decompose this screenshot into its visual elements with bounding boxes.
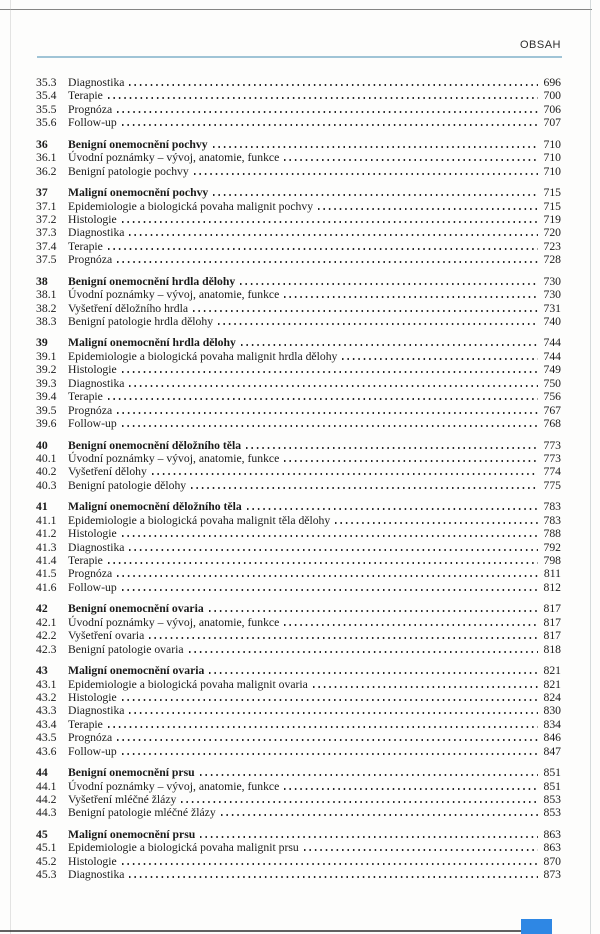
entry-number: 37.5 (36, 253, 57, 267)
entry-title: Follow-up (68, 116, 117, 130)
entry-number: 39.4 (36, 390, 57, 404)
entry-number: 39.2 (36, 363, 57, 377)
dotted-leader (106, 391, 538, 400)
entry-title: Diagnostika (68, 704, 125, 718)
toc-row (36, 103, 561, 116)
dotted-leader (115, 405, 538, 414)
toc-row (36, 213, 561, 226)
toc-row (36, 253, 561, 266)
entry-title: Epidemiologie a biologická povaha malignit ovaria (68, 677, 308, 691)
entry-title: Epidemiologie a biologická povaha malignit pochvy (68, 199, 314, 213)
toc-row (36, 138, 561, 151)
entry-page: 851 (543, 766, 561, 780)
entry-title: Epidemiologie a biologická povaha malignit prsu (68, 841, 299, 855)
entry-title: Prognóza (68, 102, 113, 116)
dotted-leader (211, 139, 538, 148)
toc-row (36, 514, 561, 527)
entry-number: 38.3 (36, 315, 57, 328)
dotted-leader (120, 418, 538, 427)
entry-number: 39.6 (36, 417, 57, 431)
entry-page: 818 (543, 642, 561, 656)
entry-page: 710 (543, 151, 561, 165)
entry-page: 756 (543, 390, 561, 404)
entry-title: Epidemiologie a biologická povaha malignit hrdla dělohy (68, 349, 338, 363)
toc-group (36, 76, 561, 130)
toc-row (36, 315, 561, 328)
entry-number: 45.1 (36, 841, 57, 855)
entry-number: 37.3 (36, 226, 57, 240)
dotted-leader (127, 77, 538, 86)
entry-number: 38.2 (36, 301, 57, 315)
entry-page: 873 (543, 868, 561, 882)
dotted-leader (120, 746, 538, 755)
entry-number: 38 (36, 274, 48, 288)
toc (36, 76, 561, 882)
entry-number: 35.3 (36, 76, 57, 89)
entry-page: 740 (543, 315, 561, 328)
toc-group (36, 664, 561, 758)
dotted-leader (207, 665, 538, 674)
toc-row (36, 363, 561, 376)
dotted-leader (282, 781, 538, 790)
dotted-leader (127, 542, 538, 551)
entry-title: Histologie (68, 854, 117, 868)
entry-title: Histologie (68, 527, 117, 541)
entry-number: 45.2 (36, 854, 57, 868)
entry-title: Maligní onemocnění děložního těla (68, 500, 242, 514)
dotted-leader (120, 364, 538, 373)
entry-page: 707 (543, 116, 561, 130)
dotted-leader (216, 316, 538, 325)
dotted-leader (127, 869, 538, 878)
dotted-leader (127, 227, 538, 236)
entry-number: 39.5 (36, 403, 57, 417)
entry-page: 744 (543, 349, 561, 363)
entry-page: 846 (543, 731, 561, 745)
dotted-leader (120, 582, 538, 591)
toc-row (36, 554, 561, 567)
entry-page: 792 (543, 540, 561, 554)
toc-row (36, 186, 561, 199)
entry-page: 719 (543, 212, 561, 226)
dotted-leader (282, 152, 538, 161)
toc-group (36, 500, 561, 594)
dotted-leader (106, 241, 538, 250)
entry-number: 40.1 (36, 451, 57, 465)
entry-title: Vyšetření děložního hrdla (68, 301, 189, 315)
dotted-leader (239, 337, 538, 346)
toc-row (36, 417, 561, 430)
dotted-leader (147, 630, 538, 639)
entry-title: Prognóza (68, 403, 113, 417)
toc-row (36, 479, 561, 492)
entry-number: 43.4 (36, 717, 57, 731)
entry-title: Úvodní poznámky – vývoj, anatomie, funkce (68, 151, 280, 165)
entry-title: Úvodní poznámky – vývoj, anatomie, funkce (68, 615, 280, 629)
dotted-leader (302, 842, 538, 851)
toc-row (36, 76, 561, 89)
entry-number: 43.2 (36, 690, 57, 704)
entry-number: 35.6 (36, 116, 57, 130)
toc-group (36, 138, 561, 178)
entry-page: 773 (543, 438, 561, 452)
entry-page: 768 (543, 417, 561, 431)
entry-title: Maligní onemocnění ovaria (68, 664, 205, 678)
entry-title: Follow-up (68, 744, 117, 758)
entry-title: Benigní patologie mléčné žlázy (68, 806, 216, 820)
entry-number: 42 (36, 602, 48, 616)
entry-title: Benigní patologie ovaria (68, 642, 184, 656)
toc-row (36, 275, 561, 288)
dotted-leader (282, 617, 538, 626)
dotted-leader (192, 166, 538, 175)
entry-number: 45.3 (36, 868, 57, 882)
entry-page: 812 (543, 580, 561, 594)
dotted-leader (207, 603, 538, 612)
entry-title: Úvodní poznámky – vývoj, anatomie, funkce (68, 451, 280, 465)
entry-title: Benigní patologie dělohy (68, 478, 187, 492)
toc-row (36, 855, 561, 868)
entry-page: 863 (543, 827, 561, 841)
scan-edge-top (0, 9, 592, 10)
toc-row (36, 165, 561, 178)
entry-page: 696 (543, 76, 561, 89)
toc-row (36, 691, 561, 704)
entry-number: 43.5 (36, 731, 57, 745)
entry-title: Terapie (68, 717, 103, 731)
entry-title: Follow-up (68, 580, 117, 594)
entry-number: 40.2 (36, 465, 57, 479)
toc-row (36, 541, 561, 554)
entry-page: 773 (543, 451, 561, 465)
toc-row (36, 439, 561, 452)
entry-title: Vyšetření ovaria (68, 629, 145, 643)
entry-title: Benigní patologie pochvy (68, 164, 189, 178)
entry-page: 767 (543, 403, 561, 417)
entry-title: Prognóza (68, 731, 113, 745)
toc-row (36, 226, 561, 239)
entry-page: 744 (543, 336, 561, 350)
dotted-leader (150, 466, 538, 475)
entry-title: Benigní patologie hrdla dělohy (68, 315, 214, 328)
entry-page: 830 (543, 704, 561, 718)
entry-title: Terapie (68, 390, 103, 404)
entry-number: 41.6 (36, 580, 57, 594)
entry-number: 41.1 (36, 513, 57, 527)
entry-number: 37.4 (36, 239, 57, 253)
toc-row (36, 151, 561, 164)
toc-row (36, 806, 561, 819)
entry-page: 798 (543, 554, 561, 567)
entry-page: 723 (543, 239, 561, 253)
dotted-leader (179, 794, 538, 803)
entry-number: 43.1 (36, 677, 57, 691)
entry-number: 41.5 (36, 567, 57, 581)
entry-page: 730 (543, 288, 561, 302)
entry-title: Terapie (68, 89, 103, 103)
entry-title: Úvodní poznámky – vývoj, anatomie, funkce (68, 288, 280, 302)
entry-page: 749 (543, 363, 561, 377)
entry-number: 42.3 (36, 642, 57, 656)
scan-edge-right (590, 0, 591, 934)
dotted-leader (311, 679, 538, 688)
entry-title: Benigní onemocnění děložního těla (68, 438, 242, 452)
entry-page: 715 (543, 199, 561, 213)
toc-row (36, 377, 561, 390)
toc-row (36, 793, 561, 806)
toc-row (36, 116, 561, 129)
entry-title: Benigní onemocnění pochvy (68, 137, 208, 151)
toc-row (36, 302, 561, 315)
toc-row (36, 704, 561, 717)
dotted-leader (127, 705, 538, 714)
dotted-leader (238, 276, 538, 285)
entry-title: Diagnostika (68, 76, 125, 89)
dotted-leader (115, 568, 538, 577)
entry-number: 43 (36, 664, 48, 678)
dotted-leader (282, 453, 538, 462)
dotted-leader (120, 692, 538, 701)
entry-number: 43.3 (36, 704, 57, 718)
entry-title: Terapie (68, 554, 103, 567)
toc-row (36, 780, 561, 793)
toc-row (36, 868, 561, 881)
entry-page: 728 (543, 253, 561, 267)
entry-page: 821 (543, 677, 561, 691)
entry-number: 36.2 (36, 164, 57, 178)
entry-page: 853 (543, 793, 561, 806)
dotted-leader (187, 644, 538, 653)
page-corner-accent (521, 919, 552, 934)
entry-page: 847 (543, 744, 561, 758)
entry-title: Terapie (68, 239, 103, 253)
dotted-leader (211, 187, 538, 196)
entry-page: 731 (543, 301, 561, 315)
entry-title: Maligní onemocnění hrdla dělohy (68, 336, 236, 350)
toc-row (36, 452, 561, 465)
entry-title: Diagnostika (68, 868, 125, 882)
entry-page: 774 (543, 465, 561, 479)
entry-title: Diagnostika (68, 226, 125, 240)
dotted-leader (198, 829, 538, 838)
entry-page: 863 (543, 841, 561, 855)
toc-row (36, 527, 561, 540)
entry-title: Prognóza (68, 253, 113, 267)
toc-group (36, 439, 561, 493)
entry-title: Epidemiologie a biologická povaha malignit těla dělohy (68, 513, 331, 527)
entry-page: 783 (543, 500, 561, 514)
dotted-leader (115, 104, 538, 113)
entry-number: 35.5 (36, 102, 57, 116)
entry-page: 817 (543, 629, 561, 643)
toc-row (36, 828, 561, 841)
toc-row (36, 664, 561, 677)
entry-title: Histologie (68, 212, 117, 226)
page-header-title: OBSAH (519, 39, 561, 51)
entry-page: 788 (543, 527, 561, 541)
entry-page: 817 (543, 602, 561, 616)
entry-number: 36.1 (36, 151, 57, 165)
dotted-leader (198, 767, 538, 776)
entry-page: 811 (543, 567, 561, 581)
toc-row (36, 390, 561, 403)
dotted-leader (244, 440, 538, 449)
entry-number: 41.4 (36, 554, 57, 567)
toc-row (36, 678, 561, 691)
dotted-leader (282, 289, 538, 298)
entry-number: 42.1 (36, 615, 57, 629)
entry-number: 41 (36, 500, 48, 514)
toc-row (36, 616, 561, 629)
dotted-leader (106, 555, 538, 564)
entry-number: 44.2 (36, 793, 57, 806)
toc-group (36, 186, 561, 267)
entry-title: Histologie (68, 363, 117, 377)
entry-title: Vyšetření mléčné žlázy (68, 793, 177, 806)
entry-number: 39.1 (36, 349, 57, 363)
header-rule (37, 56, 562, 58)
entry-title: Benigní onemocnění prsu (68, 766, 195, 780)
scan-edge-left (10, 0, 11, 934)
entry-number: 37.1 (36, 199, 57, 213)
dotted-leader (245, 501, 538, 510)
entry-number: 38.1 (36, 288, 57, 302)
toc-row (36, 731, 561, 744)
entry-page: 870 (543, 854, 561, 868)
entry-title: Maligní onemocnění prsu (68, 827, 196, 841)
entry-title: Follow-up (68, 417, 117, 431)
dotted-leader (333, 515, 538, 524)
dotted-leader (316, 201, 538, 210)
entry-page: 824 (543, 690, 561, 704)
entry-title: Diagnostika (68, 540, 125, 554)
entry-number: 36 (36, 137, 48, 151)
toc-group (36, 602, 561, 656)
toc-row (36, 718, 561, 731)
entry-page: 710 (543, 164, 561, 178)
dotted-leader (191, 303, 538, 312)
entry-page: 700 (543, 89, 561, 103)
entry-number: 44 (36, 766, 48, 780)
toc-row (36, 745, 561, 758)
dotted-leader (219, 807, 538, 816)
entry-page: 853 (543, 806, 561, 820)
dotted-leader (115, 732, 538, 741)
entry-page: 706 (543, 102, 561, 116)
entry-number: 35.4 (36, 89, 57, 103)
dotted-leader (189, 480, 538, 489)
toc-group (36, 766, 561, 820)
toc-row (36, 500, 561, 513)
toc-row (36, 766, 561, 779)
entry-number: 44.3 (36, 806, 57, 820)
entry-title: Benigní onemocnění ovaria (68, 602, 204, 616)
toc-row (36, 200, 561, 213)
toc-row (36, 567, 561, 580)
entry-page: 851 (543, 779, 561, 793)
entry-number: 44.1 (36, 779, 57, 793)
toc-row (36, 89, 561, 102)
entry-title: Vyšetření dělohy (68, 465, 147, 479)
toc-group (36, 275, 561, 329)
toc-row (36, 336, 561, 349)
entry-number: 42.2 (36, 629, 57, 643)
toc-row (36, 629, 561, 642)
toc-row (36, 581, 561, 594)
dotted-leader (120, 528, 538, 537)
entry-number: 43.6 (36, 744, 57, 758)
entry-number: 39.3 (36, 376, 57, 390)
entry-number: 37 (36, 186, 48, 200)
dotted-leader (340, 351, 538, 360)
toc-group (36, 336, 561, 430)
entry-title: Maligní onemocnění pochvy (68, 186, 209, 200)
dotted-leader (106, 90, 538, 99)
dotted-leader (120, 117, 538, 126)
entry-page: 775 (543, 478, 561, 492)
entry-number: 41.2 (36, 527, 57, 541)
entry-number: 41.3 (36, 540, 57, 554)
toc-row (36, 841, 561, 854)
entry-page: 750 (543, 376, 561, 390)
entry-page: 715 (543, 186, 561, 200)
entry-title: Prognóza (68, 567, 113, 581)
toc-row (36, 288, 561, 301)
toc-row (36, 404, 561, 417)
entry-page: 730 (543, 274, 561, 288)
toc-group (36, 828, 561, 882)
entry-title: Úvodní poznámky – vývoj, anatomie, funkce (68, 779, 280, 793)
entry-number: 39 (36, 336, 48, 350)
entry-number: 40.3 (36, 478, 57, 492)
entry-number: 40 (36, 438, 48, 452)
dotted-leader (106, 719, 538, 728)
entry-page: 720 (543, 226, 561, 240)
entry-page: 817 (543, 615, 561, 629)
entry-title: Benigní onemocnění hrdla dělohy (68, 274, 236, 288)
scan-edge-bottom (0, 930, 548, 932)
toc-row (36, 643, 561, 656)
toc-row (36, 602, 561, 615)
dotted-leader (120, 856, 538, 865)
entry-page: 821 (543, 664, 561, 678)
toc-row (36, 240, 561, 253)
toc-row (36, 465, 561, 478)
entry-title: Diagnostika (68, 376, 125, 390)
entry-page: 710 (543, 137, 561, 151)
dotted-leader (127, 378, 538, 387)
entry-page: 834 (543, 717, 561, 731)
entry-number: 45 (36, 827, 48, 841)
dotted-leader (115, 254, 538, 263)
entry-number: 37.2 (36, 212, 57, 226)
entry-page: 783 (543, 513, 561, 527)
entry-title: Histologie (68, 690, 117, 704)
dotted-leader (120, 214, 538, 223)
toc-row (36, 350, 561, 363)
